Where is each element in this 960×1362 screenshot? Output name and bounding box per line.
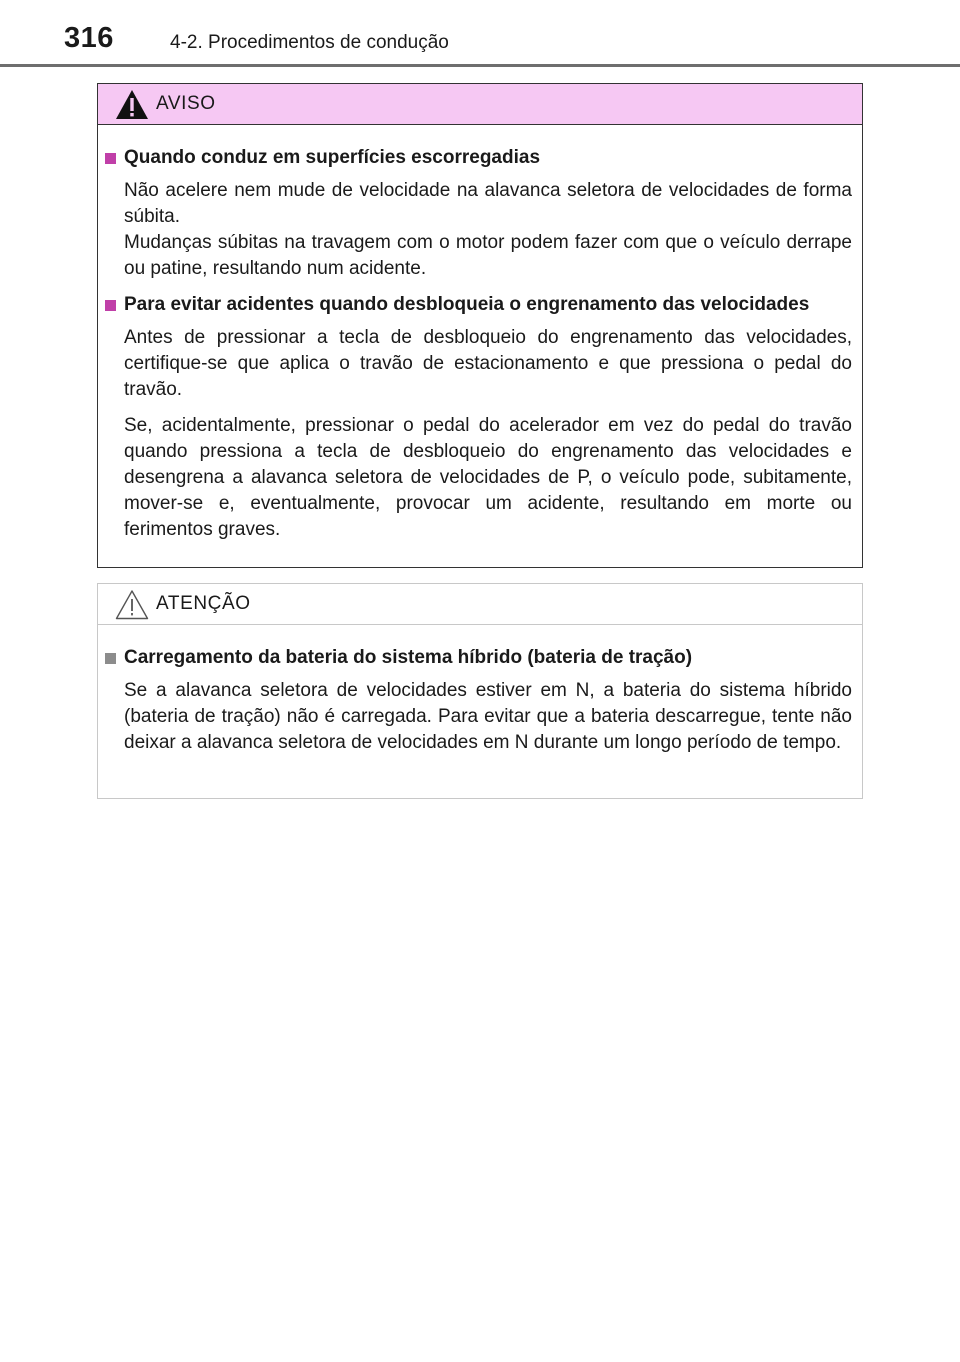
item-title: Quando conduz em superfícies escorregadias <box>105 145 852 171</box>
square-bullet-icon <box>105 153 116 164</box>
caution-item <box>105 645 852 756</box>
page-header <box>0 0 960 70</box>
item-title: Para evitar acidentes quando desbloqueia o engrenamento das velocidades <box>105 292 852 318</box>
warning-triangle-icon <box>115 89 149 120</box>
warning-item <box>105 145 852 282</box>
paragraph: Se, acidentalmente, pressionar o pedal do acelerador em vez do pedal do travão quando pressiona a tecla de desbloqueio do engrenamento das velocidades e desengrena a alavanca seletora de velocidades de P, o veículo pode, subitamente, mover-se e, eventualmente, provocar um acidente, resultando em morte ou ferimentos graves. <box>124 415 852 540</box>
caution-header <box>98 584 862 625</box>
caution-box <box>97 583 863 799</box>
paragraph: Antes de pressionar a tecla de desbloqueio do engrenamento das velocidades, certifique-se que aplica o travão de estacionamento e que pressiona o pedal do travão. <box>124 327 852 400</box>
page-number: 316 <box>64 22 114 54</box>
warning-body <box>98 125 862 543</box>
paragraph: Se a alavanca seletora de velocidades estiver em N, a bateria do sistema híbrido (bateria de tração) não é carregada. Para evitar que a bateria descarregue, tente não deixar a alavanca seletora de velocidades em N durante um longo período de tempo. <box>124 680 852 753</box>
warning-label: AVISO <box>156 93 216 114</box>
square-bullet-icon <box>105 653 116 664</box>
header-divider <box>0 64 960 67</box>
warning-box <box>97 83 863 568</box>
caution-label: ATENÇÃO <box>156 593 251 614</box>
section-title: 4-2. Procedimentos de condução <box>170 32 449 53</box>
warning-header <box>98 84 862 125</box>
square-bullet-icon <box>105 300 116 311</box>
item-title: Carregamento da bateria do sistema híbrido (bateria de tração) <box>105 645 852 671</box>
paragraph: Não acelere nem mude de velocidade na alavanca seletora de velocidades de forma súbita. Mudanças súbitas na travagem com o motor podem fazer com que o veículo derrape ou patine, resultando num acidente. <box>124 180 852 279</box>
warning-item <box>105 292 852 543</box>
caution-body <box>98 625 862 756</box>
caution-triangle-icon <box>115 589 149 620</box>
